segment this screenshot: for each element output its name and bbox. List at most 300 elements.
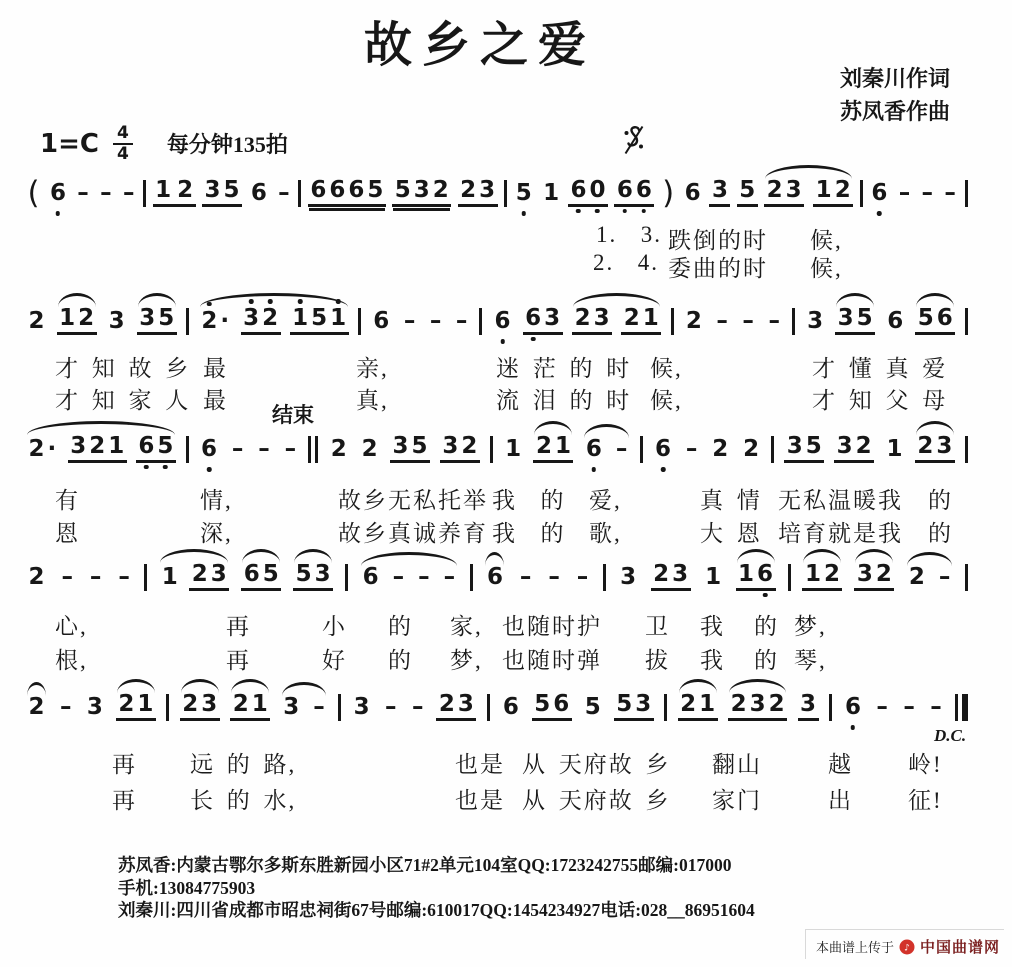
barline xyxy=(664,694,667,721)
note-digit: – xyxy=(411,693,424,720)
note xyxy=(328,435,349,462)
note xyxy=(241,563,281,591)
lyric-segment: 从 天府故 乡 xyxy=(522,788,671,813)
note xyxy=(26,693,47,720)
note xyxy=(618,563,639,590)
note-digit: 2 xyxy=(89,433,106,459)
note xyxy=(854,563,894,591)
lyric-segment: 恩 xyxy=(55,521,80,546)
barline xyxy=(671,308,674,335)
lyric-segment: 再 xyxy=(226,648,251,673)
note-group xyxy=(360,563,458,590)
note-digit: – xyxy=(118,563,130,590)
rest-dash xyxy=(896,179,913,206)
contact-line-composer: 苏凤香:内蒙古鄂尔多斯东胜新园小区71#2单元104室QQ:1723242755邮编:017000 xyxy=(118,855,732,875)
note-group xyxy=(583,435,630,462)
note-digit: 6 xyxy=(684,179,701,206)
note-digit: 6 xyxy=(553,691,570,717)
note xyxy=(653,435,674,462)
contact-line-phone: 手机:13084775903 xyxy=(118,877,256,898)
barline xyxy=(186,308,189,335)
lyric-segment: 越 xyxy=(828,752,853,777)
note xyxy=(798,693,819,721)
lyric-segment: 候, xyxy=(810,256,843,281)
svg-text:♪: ♪ xyxy=(904,943,910,953)
note-digit: 5 xyxy=(856,305,873,331)
contact-info xyxy=(118,854,755,922)
note-digit: – xyxy=(685,435,698,462)
note-digit: 1 xyxy=(886,435,903,462)
note xyxy=(458,179,498,207)
note xyxy=(869,179,890,206)
score-line-1 xyxy=(26,172,968,214)
site-name[interactable]: 中国曲谱网 xyxy=(919,940,1000,956)
note xyxy=(533,435,573,463)
lyric-segment: 我 xyxy=(700,614,725,639)
site-logo-icon xyxy=(899,939,915,955)
note-digit: 3 xyxy=(353,693,370,720)
lyric-segment: 候, xyxy=(650,388,683,413)
note xyxy=(241,307,281,335)
barline xyxy=(487,694,490,721)
lyric-segment: 大 恩 xyxy=(700,521,762,546)
note xyxy=(137,307,177,335)
note xyxy=(57,307,97,335)
note-digit: 3 xyxy=(243,305,260,331)
note-digit: – xyxy=(385,693,397,720)
note xyxy=(683,307,704,334)
note-group xyxy=(159,563,229,591)
note-digit: 2 xyxy=(460,177,477,203)
barline xyxy=(788,564,791,591)
note-digit: 6 xyxy=(362,563,379,590)
note xyxy=(290,307,349,335)
note-digit: – xyxy=(443,563,456,590)
note-digit: – xyxy=(615,435,628,462)
note-digit: 2 xyxy=(28,563,45,590)
lyric-segment: 再 xyxy=(226,614,251,639)
note xyxy=(682,179,703,206)
note-digit: 2 xyxy=(855,433,872,459)
rest-dash xyxy=(546,563,563,590)
lyric-segment: 再 xyxy=(112,752,137,777)
note-digit: 2 xyxy=(201,307,218,334)
lyric-segment: 无私温暖我 的 xyxy=(778,488,953,513)
rest-dash xyxy=(942,179,959,206)
lyric-segment: 征! xyxy=(908,788,943,813)
note-digit: 1 xyxy=(161,563,178,590)
note-digit: – xyxy=(429,307,442,334)
rest-dash xyxy=(409,693,426,720)
note xyxy=(583,435,604,462)
tempo-marking: 每分钟135拍 xyxy=(166,132,288,157)
note-digit: 5 xyxy=(223,177,240,203)
lyric-segment: 根, xyxy=(55,648,88,673)
note-digit: 3 xyxy=(201,691,218,717)
rest-dash xyxy=(311,693,328,720)
note-digit: 3 xyxy=(413,177,430,203)
note-digit: 5 xyxy=(367,177,384,203)
lyric-segment: 好 xyxy=(322,648,347,673)
lyric-segment: 琴, xyxy=(794,648,827,673)
lyric-segment: 最 xyxy=(203,388,228,413)
score-line-5 xyxy=(26,686,968,728)
lyric-segment: 梦, xyxy=(450,648,483,673)
note-digit: 1 xyxy=(59,305,76,331)
barline xyxy=(143,180,146,207)
note-digit: – xyxy=(89,563,102,590)
barline xyxy=(315,436,318,463)
note-digit: – xyxy=(930,693,942,720)
note-digit: 5 xyxy=(394,177,411,203)
lyric-segment: 家, xyxy=(450,614,483,639)
lyric-segment: 最 xyxy=(203,356,228,381)
note xyxy=(835,307,875,335)
rest-dash xyxy=(116,563,133,590)
note xyxy=(503,435,524,462)
rest-dash xyxy=(87,563,104,590)
note-digit: 2 xyxy=(182,691,199,717)
note-digit: 2 xyxy=(361,435,378,462)
barline xyxy=(186,436,189,463)
rest-dash xyxy=(740,307,757,334)
lyric-segment: 委曲的时 xyxy=(668,256,768,281)
time-signature-top: 4 xyxy=(113,124,133,145)
note-digit: 6 xyxy=(502,693,519,720)
lyric-segment: 培育就是我 的 xyxy=(778,521,953,546)
note-digit: 3 xyxy=(800,691,817,717)
note-digit: 1 xyxy=(108,433,125,459)
note-digit: – xyxy=(455,307,468,334)
barline xyxy=(829,694,832,721)
note-digit: – xyxy=(418,563,430,590)
note xyxy=(805,307,826,334)
rest-dash xyxy=(59,563,76,590)
rest-dash xyxy=(441,563,458,590)
ending-label: 结束 xyxy=(272,403,314,427)
note-digit: 5 xyxy=(534,691,551,717)
note xyxy=(736,563,776,591)
note xyxy=(359,435,380,462)
note-digit: 2 xyxy=(712,435,729,462)
note-digit: – xyxy=(576,563,589,590)
note xyxy=(582,693,603,720)
lyric-segment: 亲, xyxy=(356,356,389,381)
note-digit: 6 xyxy=(887,307,904,334)
rest-dash xyxy=(901,693,918,720)
note-digit: 3 xyxy=(672,561,689,587)
note-digit: 6 xyxy=(201,435,218,462)
note-digit: 3 xyxy=(936,433,953,459)
note xyxy=(813,179,853,207)
barline xyxy=(965,436,968,463)
note-group xyxy=(906,563,953,590)
note-digit: 3 xyxy=(544,305,561,331)
composer-credit: 苏凤香作曲 xyxy=(839,99,950,124)
note-digit: 6 xyxy=(525,305,542,331)
note-digit: 2 xyxy=(766,177,783,203)
lyric-segment: 的 xyxy=(754,614,779,639)
note-digit: 2 xyxy=(834,177,851,203)
note-digit: 3 xyxy=(856,561,873,587)
note-digit: 6 xyxy=(243,561,260,587)
note-digit: 3 xyxy=(635,691,652,717)
note xyxy=(26,435,59,462)
lyric-segment: 真, xyxy=(356,388,389,413)
note xyxy=(709,179,730,207)
note-digit: 6 xyxy=(373,307,390,334)
note-digit: – xyxy=(944,179,956,206)
lyric-segment: 远 的 路, xyxy=(190,752,297,777)
note-digit: 2 xyxy=(768,691,785,717)
note-digit: 6 xyxy=(138,433,155,459)
note-digit: – xyxy=(77,179,89,206)
rest-dash xyxy=(574,563,591,590)
note-digit: 2 xyxy=(875,561,892,587)
note xyxy=(621,307,661,335)
rest-dash xyxy=(401,307,418,334)
note-digit: 6 xyxy=(570,177,587,203)
note xyxy=(500,693,521,720)
barline xyxy=(308,436,311,463)
lyric-segment: 出 xyxy=(828,788,853,813)
note xyxy=(106,307,127,334)
lyric-segment: 才 知 故 乡 xyxy=(55,356,191,381)
note-digit: 2 xyxy=(28,307,45,334)
note xyxy=(153,179,196,207)
note-digit: – xyxy=(100,179,112,206)
note-digit: 1 xyxy=(699,691,716,717)
rest-dash xyxy=(282,435,299,462)
note xyxy=(392,179,451,207)
key-signature: 1=C xyxy=(40,128,99,159)
note-digit: 6 xyxy=(616,177,633,203)
note xyxy=(614,179,654,207)
note xyxy=(906,563,927,590)
note xyxy=(884,435,905,462)
lyric-segment: 有 xyxy=(55,488,80,513)
barline xyxy=(860,180,863,207)
note-digit: 3 xyxy=(785,177,802,203)
note-digit: 2 xyxy=(623,305,640,331)
note-digit: 1 xyxy=(155,177,172,203)
note-digit: 3 xyxy=(749,691,766,717)
note-digit: 5 xyxy=(805,433,822,459)
note xyxy=(834,435,874,463)
note-digit: – xyxy=(938,563,951,590)
note xyxy=(440,435,480,463)
note-digit: 3 xyxy=(837,305,854,331)
lyric-segment: 2. 4. xyxy=(593,250,659,275)
note-digit: 5 xyxy=(917,305,934,331)
time-signature-bottom: 4 xyxy=(116,144,129,164)
time-signature xyxy=(113,124,133,163)
contact-line-lyricist: 刘秦川:四川省成都市昭忠祠街67号邮编:610017QQ:1454234927电话:028__86951604 xyxy=(118,900,755,920)
note-digit: – xyxy=(231,435,244,462)
barline xyxy=(470,564,473,591)
barline xyxy=(962,694,968,721)
rest-dash xyxy=(766,307,783,334)
note xyxy=(703,563,724,590)
lyric-segment: 的 xyxy=(388,614,413,639)
lyric-segment: 真 情 xyxy=(700,488,762,513)
note xyxy=(784,435,824,463)
note-group xyxy=(199,307,349,335)
note-digit: 5 xyxy=(616,691,633,717)
lyric-segment: 长 的 水, xyxy=(190,788,297,813)
lyric-segment: 拔 xyxy=(645,648,670,673)
barline xyxy=(338,694,341,721)
note-digit: 1 xyxy=(251,691,268,717)
rest-dash xyxy=(874,693,891,720)
note xyxy=(116,693,156,721)
lyric-segment: 候, xyxy=(810,228,843,253)
note-digit: – xyxy=(313,693,325,720)
note xyxy=(436,693,476,721)
rest-dash xyxy=(517,563,534,590)
barline xyxy=(792,308,795,335)
note-digit: 1 xyxy=(738,561,755,587)
note-digit: 6 xyxy=(486,563,503,590)
note-digit: 1 xyxy=(505,435,522,462)
note-digit: – xyxy=(768,307,780,334)
note-digit: 2 xyxy=(743,435,760,462)
lyric-segment: 岭! xyxy=(908,752,943,777)
lyric-segment: 梦, xyxy=(794,614,827,639)
lyric-segment: 的 xyxy=(754,648,779,673)
note-digit: 2 xyxy=(680,691,697,717)
note-digit: 2 xyxy=(685,307,702,334)
rest-dash xyxy=(613,435,630,462)
note-digit: 3 xyxy=(392,433,409,459)
note-digit: – xyxy=(548,563,560,590)
barline xyxy=(640,436,643,463)
lyric-segment: 流 泪 的 时 xyxy=(496,388,632,413)
rest-dash xyxy=(75,179,92,206)
note xyxy=(614,693,654,721)
note-digit: 6 xyxy=(49,179,66,206)
note-digit: – xyxy=(898,179,911,206)
note-digit: ( xyxy=(27,174,40,211)
note-digit: – xyxy=(903,693,915,720)
lyric-segment: 我 的 爱, xyxy=(492,488,622,513)
rest-dash xyxy=(928,693,945,720)
note-digit: 5 xyxy=(411,433,428,459)
note xyxy=(513,179,534,206)
note-digit: – xyxy=(519,563,532,590)
note-digit: 1 xyxy=(330,305,347,331)
note-digit: – xyxy=(921,179,934,206)
note-digit: 2 xyxy=(262,305,279,331)
note xyxy=(248,179,269,206)
note-digit: 3 xyxy=(711,177,728,203)
note-digit: 6 xyxy=(635,177,652,203)
note-digit: – xyxy=(284,435,297,462)
note-digit: 3 xyxy=(836,433,853,459)
lyric-segment: 也是 xyxy=(455,752,505,777)
note xyxy=(842,693,863,720)
note-digit: · xyxy=(220,307,230,334)
note-digit: 5 xyxy=(295,561,312,587)
lyric-segment: 迷 茫 的 时 xyxy=(496,356,632,381)
barline xyxy=(955,694,958,721)
lyric-segment: 再 xyxy=(112,788,137,813)
barline xyxy=(298,180,301,207)
barline xyxy=(144,564,147,591)
note-digit: 2 xyxy=(438,691,455,717)
lyric-segment: 才 懂 真 爱 xyxy=(812,356,948,381)
note-digit: 6 xyxy=(757,561,774,587)
lyric-segment: 才 知 家 人 xyxy=(55,388,191,413)
note xyxy=(199,307,232,334)
note xyxy=(492,307,513,334)
note-digit: 2 xyxy=(535,433,552,459)
note xyxy=(661,174,676,211)
note-digit: 6 xyxy=(844,693,861,720)
note-digit: 0 xyxy=(589,177,606,203)
note-digit: 6 xyxy=(585,435,602,462)
note xyxy=(180,693,220,721)
note xyxy=(199,435,220,462)
rest-dash xyxy=(936,563,953,590)
lyric-segment: 的 xyxy=(388,648,413,673)
lyric-segment: 家门 xyxy=(712,788,762,813)
rest-dash xyxy=(427,307,444,334)
note-digit: 5 xyxy=(584,693,601,720)
note xyxy=(390,435,430,463)
watermark xyxy=(805,929,1004,959)
note xyxy=(371,307,392,334)
note xyxy=(885,307,906,334)
note-digit: 5 xyxy=(739,177,756,203)
note-digit: 5 xyxy=(311,305,328,331)
song-title: 故乡之爱 xyxy=(363,19,596,72)
note-digit: 6 xyxy=(329,177,346,203)
rest-dash xyxy=(416,563,433,590)
lyric-segment: 也是 xyxy=(455,788,505,813)
watermark-prefix: 本曲谱上传于 xyxy=(815,940,894,955)
note-digit: 3 xyxy=(593,305,610,331)
barline xyxy=(504,180,507,207)
barline xyxy=(771,436,774,463)
note-digit: 3 xyxy=(807,307,824,334)
note-digit: 2 xyxy=(118,691,135,717)
rest-dash xyxy=(98,179,115,206)
lyric-segment: 我 的 歌, xyxy=(492,521,622,546)
note xyxy=(802,563,842,591)
note-digit: 5 xyxy=(515,179,532,206)
note-digit: 3 xyxy=(457,691,474,717)
note-digit: 2 xyxy=(177,177,194,203)
note-digit: – xyxy=(258,435,270,462)
note xyxy=(159,563,180,590)
note-digit: 2 xyxy=(28,693,45,720)
rest-dash xyxy=(229,435,246,462)
note-digit: 6 xyxy=(348,177,365,203)
barline xyxy=(345,564,348,591)
barline xyxy=(965,308,968,335)
note-digit: ) xyxy=(662,174,675,211)
lyric-segment: 故乡无私托举 xyxy=(338,488,488,513)
note-digit: 3 xyxy=(283,693,300,720)
note xyxy=(678,693,718,721)
lyric-segment: 卫 xyxy=(645,614,670,639)
lyric-segment: 从 天府故 乡 xyxy=(522,752,671,777)
lyric-segment: 也随时护 xyxy=(502,614,602,639)
segno-icon xyxy=(622,124,646,161)
note-digit: 1 xyxy=(292,305,309,331)
note-digit: 1 xyxy=(815,177,832,203)
